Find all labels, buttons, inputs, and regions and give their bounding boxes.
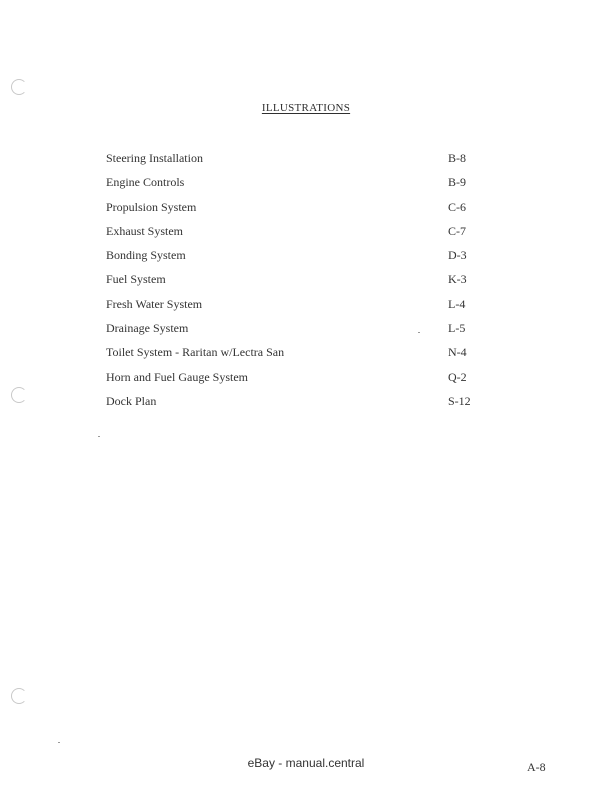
item-page-ref: C-7 <box>448 223 466 238</box>
illustration-list <box>106 150 478 417</box>
item-page-ref: K-3 <box>448 272 467 287</box>
punch-hole-middle <box>11 387 27 403</box>
punch-hole-bottom <box>11 688 27 704</box>
page-title: ILLUSTRATIONS <box>261 102 351 114</box>
footer-watermark: eBay - manual.central <box>247 756 365 770</box>
item-title: Exhaust System <box>106 223 183 238</box>
item-title: Toilet System - Raritan w/Lectra San <box>106 345 285 360</box>
list-item <box>106 369 478 393</box>
page-number: A-8 <box>527 760 546 774</box>
item-page-ref: B-8 <box>448 151 466 165</box>
item-title: Engine Controls <box>106 175 185 190</box>
item-page-ref: N-4 <box>448 345 467 360</box>
item-title: Dock Plan <box>106 393 157 408</box>
list-item <box>106 174 478 198</box>
list-item <box>106 393 478 417</box>
punch-hole-top <box>11 79 27 95</box>
item-page-ref: Q-2 <box>448 369 467 384</box>
item-title: Fresh Water System <box>106 296 203 311</box>
list-item <box>106 150 478 174</box>
item-page-ref: S-12 <box>448 393 471 408</box>
item-page-ref: B-9 <box>448 175 466 190</box>
item-page-ref: L-4 <box>448 296 466 311</box>
item-title: Fuel System <box>106 272 166 287</box>
list-item <box>106 296 478 320</box>
scan-speck <box>418 332 420 333</box>
item-page-ref: D-3 <box>448 248 467 263</box>
item-title: Bonding System <box>106 248 186 263</box>
item-title: Drainage System <box>106 321 189 336</box>
item-title: Steering Installation <box>106 151 203 165</box>
item-title: Propulsion System <box>106 199 197 214</box>
list-item <box>106 247 478 271</box>
list-item <box>106 344 478 368</box>
scan-speck <box>98 436 100 437</box>
list-item <box>106 199 478 223</box>
list-item <box>106 223 478 247</box>
scan-speck <box>58 742 60 743</box>
list-item <box>106 320 478 344</box>
item-page-ref: C-6 <box>448 199 466 214</box>
list-item <box>106 271 478 295</box>
item-page-ref: L-5 <box>448 321 466 336</box>
item-title: Horn and Fuel Gauge System <box>106 369 248 384</box>
